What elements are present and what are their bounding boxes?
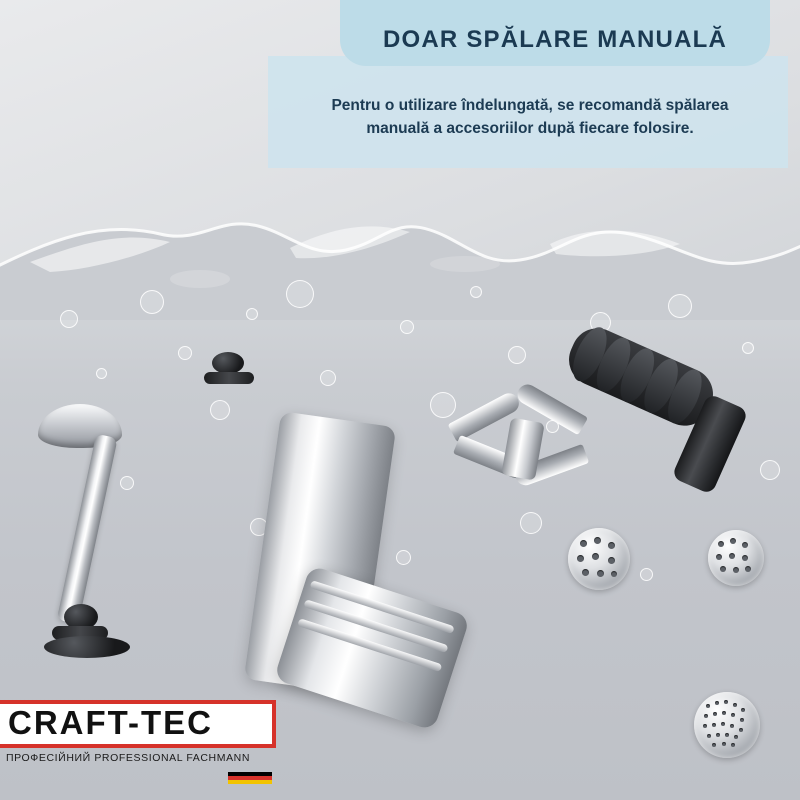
grinding-plate-fine	[694, 692, 760, 758]
german-flag-icon	[228, 772, 272, 784]
brand-tagline: ПРОФЕСІЙНИЙ PROFESSIONAL FACHMANN	[6, 752, 251, 764]
banner-subtitle: Pentru o utilizare îndelungată, se recomandă spălarea manuală a accesoriilor după fiecare folosire.	[331, 97, 729, 138]
banner-title: DOAR SPĂLARE MANUALĂ	[383, 26, 727, 53]
black-knob-lower	[44, 604, 130, 666]
brand-name: CRAFT-TEC	[8, 704, 213, 741]
black-knob-upper	[200, 352, 258, 392]
grinding-plate-large	[568, 528, 630, 590]
grinding-plate-medium	[708, 530, 764, 586]
